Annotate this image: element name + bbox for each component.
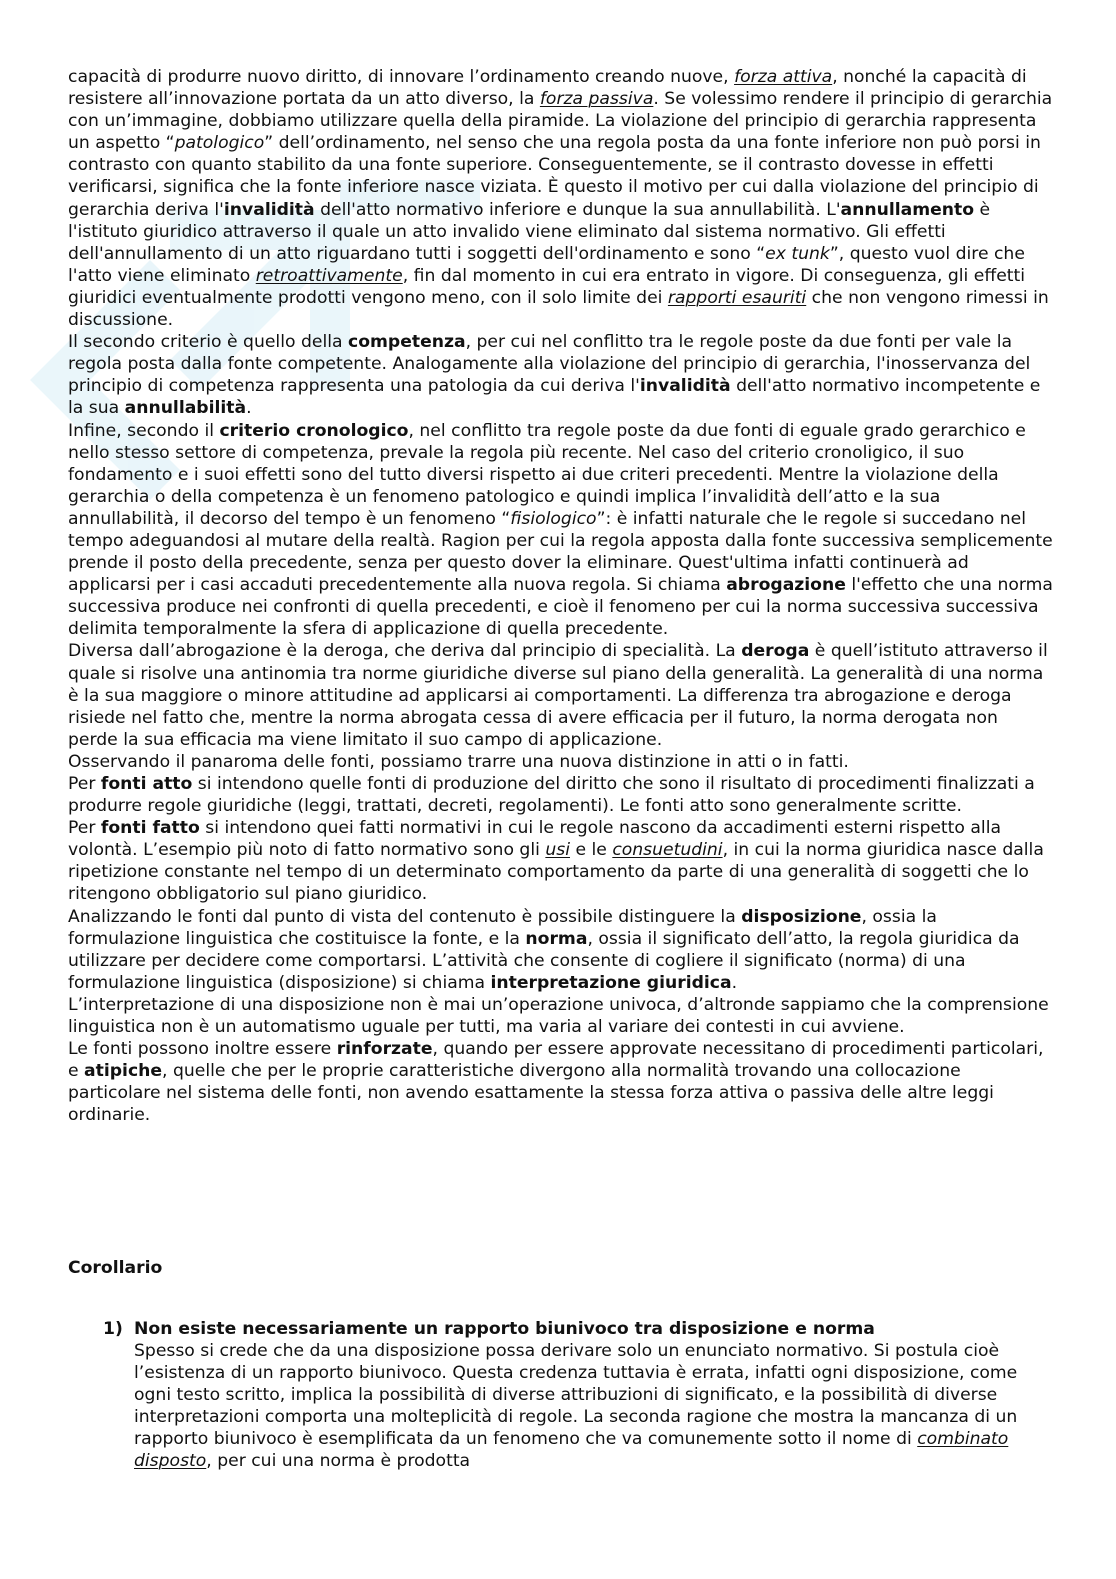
paragraph bbox=[68, 751, 1053, 773]
underlined-term: forza passiva bbox=[539, 89, 654, 110]
bold-term: invalidità bbox=[223, 199, 315, 220]
paragraph bbox=[68, 640, 1053, 750]
underlined-term: consuetudini bbox=[612, 840, 723, 861]
text-run: Osservando il panaroma delle fonti, possiamo trarre una nuova distinzione in atti o in fatti. bbox=[68, 751, 849, 772]
text-run: si intendono quelle fonti di produzione del diritto che sono il risultato di procedimenti finalizzati a produrre regole giuridiche (leggi, trattati, decreti, regolamenti). Le fonti atto sono generalmente scritte. bbox=[68, 774, 1035, 817]
paragraph bbox=[68, 994, 1053, 1038]
bold-term: fonti atto bbox=[100, 774, 193, 794]
bold-term: criterio cronologico bbox=[219, 420, 409, 441]
underlined-term: forza attiva bbox=[734, 67, 833, 87]
text-run: l'effetto che una norma successiva produce nei confronti di quella precedenti, e cioè il fenomeno per cui la norma successiva successiva delimita temporalmente la sfera di applicazione di quella precedente. bbox=[68, 575, 1053, 640]
text-run: , fin dal momento in cui era entrato in vigore. Di conseguenza, gli effetti giuridici eventualmente prodotti vengono meno, con il solo limite dei bbox=[68, 265, 1026, 308]
underlined-term: combinato disposto bbox=[134, 1429, 1009, 1471]
bold-term: annullabilità bbox=[124, 398, 247, 419]
paragraph bbox=[68, 906, 1053, 994]
body-text bbox=[68, 66, 1053, 1127]
text-run: L’interpretazione di una disposizione non è mai un’operazione univoca, d’altronde sappiamo che la comprensione linguistica non è un automatismo uguale per tutti, ma varia al variare dei contesti in cui avviene. bbox=[68, 994, 1049, 1038]
paragraph bbox=[68, 817, 1053, 905]
text-run: Diversa dall’abrogazione è la deroga, che deriva dal principio di specialità. La bbox=[68, 641, 742, 662]
paragraph bbox=[68, 773, 1053, 817]
paragraph bbox=[68, 420, 1053, 641]
text-run: Per bbox=[68, 818, 101, 839]
text-run: , nel conflitto tra regole poste da due fonti di eguale grado gerarchico e nello stesso settore di competenza, prevale la regola più recente. Nel caso del criterio cronoligico, il suo fondamento e i suoi effetti sono del tutto diversi rispetto ai due criteri precedenti. Mentre la violazione della gerarchia o della competenza è un fenomeno patologico e quindi implica l’invalidità dell’atto e la sua annullabilità, il decorso del tempo è un fenomeno “ bbox=[68, 420, 1026, 529]
text-run: capacità di produrre nuovo diritto, di innovare l’ordinamento creando nuove, bbox=[68, 67, 735, 87]
underlined-term: rapporti esauriti bbox=[667, 287, 807, 308]
bold-term: atipiche bbox=[84, 1061, 163, 1082]
bold-term: competenza bbox=[348, 332, 466, 353]
section-heading: Corollario bbox=[68, 1258, 163, 1278]
text-run: ”: è infatti naturale che le regole si succedano nel tempo adeguandosi al mutare della realtà. Ragion per cui la regola apposta dalla fonte successiva semplicemente prende il posto della precedente, senza per questo dover la eliminare. Quest'ultima infatti continuerà ad applicarsi per i casi accaduti precedentemente alla nuova regola. Si chiama bbox=[68, 508, 1053, 596]
text-run: . bbox=[731, 972, 738, 993]
bold-term: rinforzate bbox=[336, 1039, 433, 1060]
text-run: , in cui la norma giuridica nasce dalla ripetizione constante nel tempo di un determinato comportamento da parte di una generalità di soggetti che lo ritengono obbligatorio sul piano giuridico. bbox=[68, 840, 1044, 905]
text-run: Il secondo criterio è quello della bbox=[68, 332, 348, 353]
underlined-term: retroattivamente bbox=[255, 265, 403, 286]
bold-term: invalidità bbox=[639, 376, 731, 397]
paragraph bbox=[68, 331, 1053, 419]
text-run: è quell’istituto attraverso il quale si risolve una antinomia tra norme giuridiche diverse sul piano della generalità. La generalità di una norma è la sua maggiore o minore attitudine ad applicarsi ai comportamenti. La differenza tra abrogazione e deroga risiede nel fatto che, mentre la norma abrogata cessa di avere efficacia per il futuro, la norma derogata non perde la sua efficacia ma viene limitato il suo campo di applicazione. bbox=[68, 641, 1048, 750]
paragraph bbox=[68, 66, 1053, 331]
text-run: ” dell’ordinamento, nel senso che una regola posta da una fonte inferiore non può porsi in contrasto con quanto stabilito da una fonte superiore. Conseguentemente, se il contrasto dovesse in effetti verificarsi, significa che la fonte inferiore nasce viziata. È questo il motivo per cui dalla violazione del principio di gerarchia deriva l' bbox=[68, 133, 1041, 220]
text-run: Spesso si crede che da una disposizione possa derivare solo un enunciato normativo. Si postula cioè l’esistenza di un rapporto biunivoco. Questa credenza tuttavia è errata, infatti ogni disposizione, come ogni testo scritto, implica la possibilità di diverse attribuzioni di significato, e la possibilità di diverse interpretazioni comporta una molteplicità di regole. La seconda ragione che mostra la mancanza di un rapporto biunivoco è esemplificata da un fenomeno che va comunemente sotto il nome di bbox=[134, 1341, 1018, 1449]
bold-term: norma bbox=[525, 928, 588, 949]
underlined-term: usi bbox=[545, 840, 570, 861]
bold-term: abrogazione bbox=[726, 575, 846, 596]
bold-term: interpretazione giuridica bbox=[490, 972, 732, 993]
text-run: , nonché la capacità di resistere all’innovazione portata da un atto diverso, la bbox=[68, 67, 1027, 110]
italic-term: ex tunk bbox=[765, 243, 830, 264]
text-run: Le fonti possono inoltre essere bbox=[68, 1039, 337, 1060]
text-run: , ossia il significato dell’atto, la regola giuridica da utilizzare per decidere come comportarsi. L’attività che consente di cogliere il significato (norma) di una formulazione linguistica (disposizione) si chiama bbox=[68, 928, 1020, 993]
list-item-number: 1) bbox=[103, 1319, 123, 1339]
list-item-title: Non esiste necessariamente un rapporto biunivoco tra disposizione e norma bbox=[134, 1319, 875, 1339]
text-run: , per cui una norma è prodotta bbox=[206, 1451, 471, 1471]
text-run: Per bbox=[68, 774, 101, 794]
list-item-body bbox=[134, 1318, 1048, 1472]
italic-term: fisiologico bbox=[510, 508, 597, 529]
italic-term: patologico bbox=[174, 133, 265, 154]
text-run: che non vengono rimessi in discussione. bbox=[68, 287, 1049, 331]
text-run: ”, questo vuol dire che l'atto viene eliminato bbox=[68, 243, 1025, 286]
bold-term: fonti fatto bbox=[100, 818, 200, 839]
text-run: . bbox=[246, 398, 252, 419]
text-run: e le bbox=[569, 840, 613, 861]
bold-term: annullamento bbox=[840, 199, 975, 220]
text-run: , ossia la formulazione linguistica che costituisce la fonte, e la bbox=[68, 906, 937, 949]
bold-term: deroga bbox=[741, 641, 810, 662]
list-item-text bbox=[134, 1340, 1048, 1472]
text-run: è l'istituto giuridico attraverso il quale un atto invalido viene eliminato dal sistema normativo. Gli effetti dell'annullamento di un atto riguardano tutti i soggetti dell'ordinamento e sono “ bbox=[68, 199, 991, 264]
text-run: si intendono quei fatti normativi in cui le regole nascono da accadimenti esterni rispetto alla volontà. L’esempio più noto di fatto normativo sono gli bbox=[68, 818, 1001, 861]
text-run: dell'atto normativo incompetente e la sua bbox=[68, 376, 1041, 419]
text-run: . Se volessimo rendere il principio di gerarchia con un’immagine, dobbiamo utilizzare quella della piramide. La violazione del principio di gerarchia rappresenta un aspetto “ bbox=[68, 89, 1053, 154]
paragraph bbox=[68, 1038, 1053, 1126]
text-run: Infine, secondo il bbox=[68, 420, 220, 441]
text-run: , quando per essere approvate necessitano di procedimenti particolari, e bbox=[68, 1039, 1044, 1082]
text-run: dell'atto normativo inferiore e dunque la sua annullabilità. L' bbox=[314, 199, 841, 220]
text-run: , per cui nel conflitto tra le regole poste da due fonti per vale la regola posta dalla fonte competente. Analogamente alla violazione del principio di gerarchia, l'inosservanza del principio di competenza rappresenta una patologia da cui deriva l' bbox=[68, 332, 1031, 397]
bold-term: disposizione bbox=[741, 906, 862, 927]
text-run: Analizzando le fonti dal punto di vista del contenuto è possibile distinguere la bbox=[68, 906, 742, 927]
text-run: , quelle che per le proprie caratteristiche divergono alla normalità trovando una collocazione particolare nel sistema delle fonti, non avendo esattamente la stessa forza attiva o passiva delle altre leggi ordinarie. bbox=[68, 1061, 994, 1126]
